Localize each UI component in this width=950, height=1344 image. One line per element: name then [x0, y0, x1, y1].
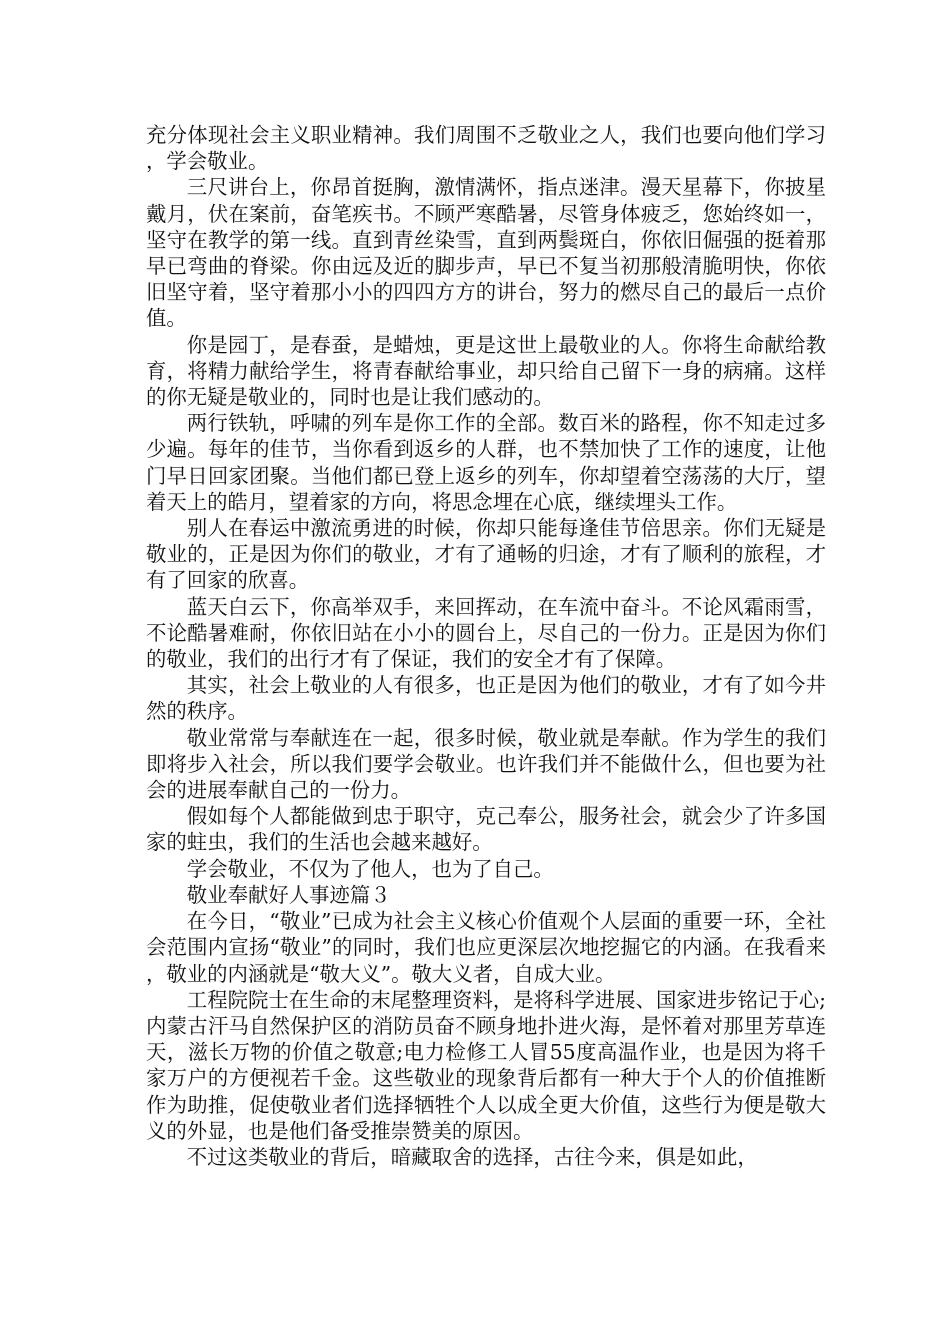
paragraph-4: 两行铁轨，呼啸的列车是你工作的全部。数百米的路程，你不知走过多少遍。每年的佳节，当你看到返乡的人群，也不禁加快了工作的速度，让他门早日回家团聚。当他们都已登上返乡的列车，你却望着空荡荡的大厅，望着天上的皓月，望着家的方向，将思念埋在心底，继续埋头工作。	[146, 411, 826, 514]
paragraph-1: 充分体现社会主义职业精神。我们周围不乏敬业之人，我们也要向他们学习，学会敬业。	[146, 123, 826, 174]
paragraph-6: 蓝天白云下，你高举双手，来回挥动，在车流中奋斗。不论风霜雨雪，不论酷暑难耐，你依旧站在小小的圆台上，尽自己的一份力。正是因为你们的敬业，我们的出行才有了保证，我们的安全才有了保障。	[146, 594, 826, 672]
paragraph-10: 学会敬业，不仅为了他人，也为了自己。	[186, 856, 554, 881]
paragraph-8: 敬业常常与奉献连在一起，很多时候，敬业就是奉献。作为学生的我们即将步入社会，所以我们要学会敬业。也许我们并不能做什么，但也要为社会的进展奉献自己的一份力。	[146, 725, 826, 803]
paragraph-9: 假如每个人都能做到忠于职守，克己奉公，服务社会，就会少了许多国家的蛀虫，我们的生活也会越来越好。	[146, 804, 826, 855]
paragraph-2: 三尺讲台上，你昂首挺胸，激情满怀，指点迷津。漫天星幕下，你披星戴月，伏在案前，奋笔疾书。不顾严寒酷暑，尽管身体疲乏，您始终如一，坚守在教学的第一线。直到青丝染雪，直到两鬓斑白，你依旧倔强的挺着那早已弯曲的脊梁。你由远及近的脚步声，早已不复当初那般清脆明快，你依旧坚守着，坚守着那小小的四四方方的讲台，努力的燃尽自己的最后一点价值。	[146, 175, 826, 331]
section-heading: 敬业奉献好人事迹篇３	[186, 882, 391, 907]
paragraph-5: 别人在春运中激流勇进的时候，你却只能每逢佳节倍思亲。你们无疑是敬业的，正是因为你们的敬业，才有了通畅的归途，才有了顺利的旅程，才有了回家的欣喜。	[146, 516, 826, 593]
paragraph-12: 工程院院士在生命的末尾整理资料，是将科学进展、国家进步铭记于心;内蒙古汗马自然保护区的消防员奋不顾身地扑进火海，是怀着对那里芳草连天，滋长万物的价值之敬意;电力检修工人冒55度高温作业，也是因为将千家万户的方便视若千金。这些敬业的现象背后都有一种大于个人的价值推断作为助推，促使敬业者们选择牺牲个人以成全更大价值，这些行为便是敬大义的外显，也是他们备受推崇赞美的原因。	[146, 987, 826, 1143]
paragraph-3: 你是园丁，是春蚕，是蜡烛，更是这世上最敬业的人。你将生命献给教育，将精力献给学生，将青春献给事业，却只给自己留下一身的病痛。这样的你无疑是敬业的，同时也是让我们感动的。	[146, 332, 826, 410]
paragraph-7: 其实，社会上敬业的人有很多，也正是因为他们的敬业，才有了如今井然的秩序。	[146, 673, 826, 724]
paragraph-11: 在今日，“敬业”已成为社会主义核心价值观个人层面的重要一环，全社会范围内宣扬“敬业”的同时，我们也应更深层次地挖掘它的内涵。在我看来，敬业的内涵就是“敬大义”。敬大义者，自成大业。	[146, 909, 826, 986]
paragraph-13: 不过这类敬业的背后，暗藏取舍的选择，古往今来，俱是如此，	[186, 1144, 758, 1169]
document-page	[146, 122, 826, 1170]
